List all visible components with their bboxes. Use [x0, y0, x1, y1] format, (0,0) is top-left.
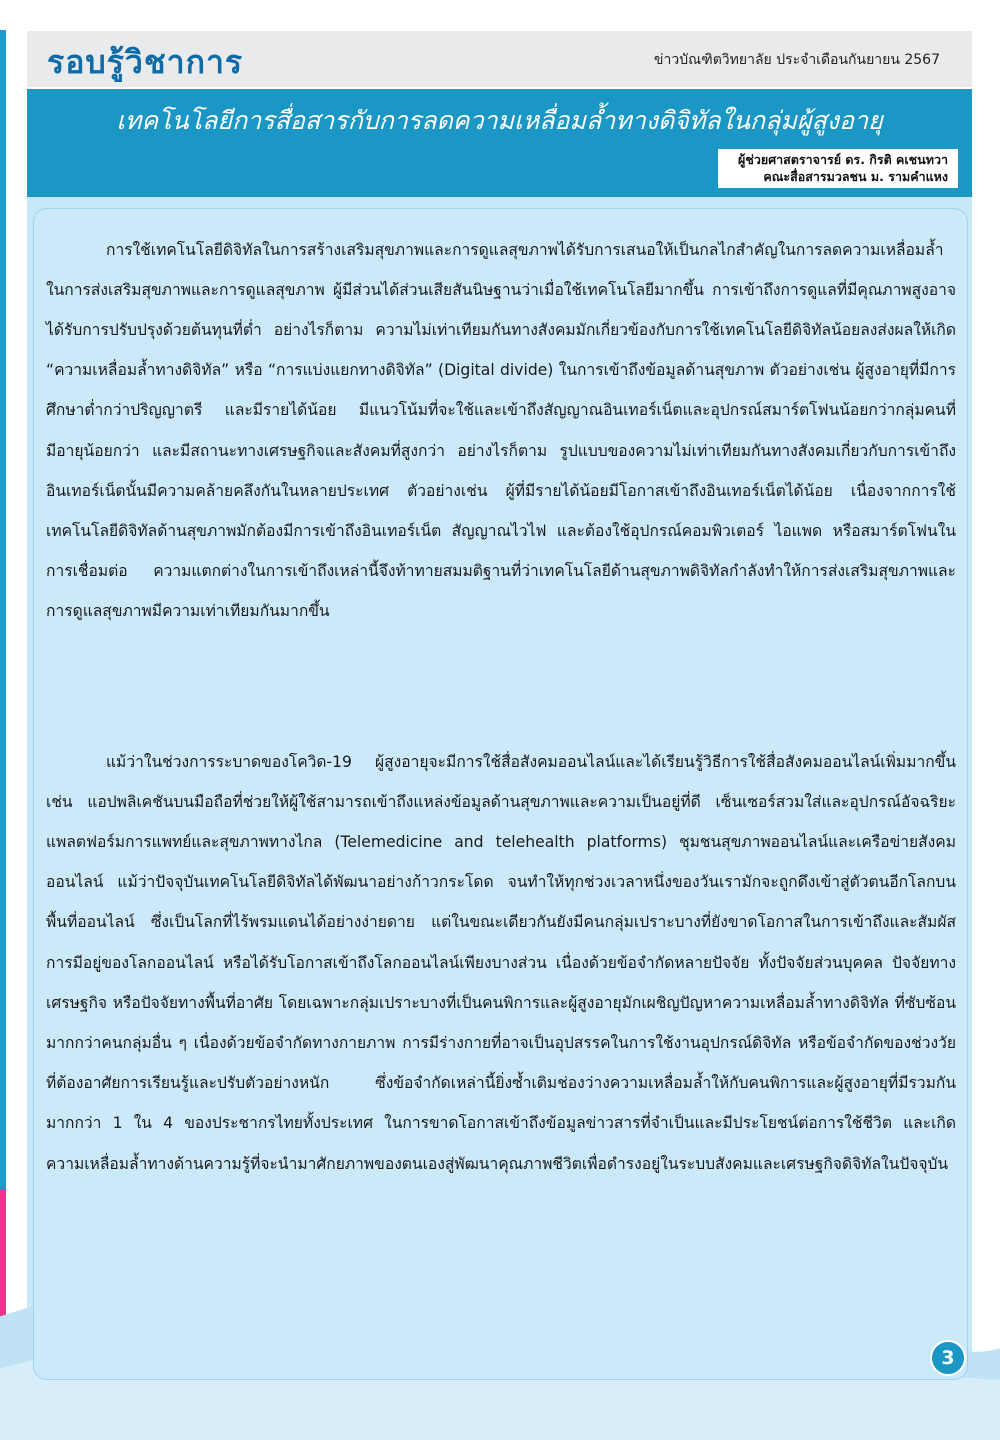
section-label: รอบรู้วิชาการ [47, 43, 244, 81]
page-header [27, 31, 972, 87]
title-banner [27, 89, 972, 197]
page-number-badge: 3 [930, 1340, 966, 1376]
article-paragraph-2: แม้ว่าในช่วงการระบาดของโควิด-19 ผู้สูงอายุจะมีการใช้สื่อสังคมออนไลน์และได้เรียนรู้วิธีการใช้สื่อสังคมออนไลน์เพิ่มมากขึ้น เช่น แอปพลิเคชันบนมือถือที่ช่วยให้ผู้ใช้สามารถเข้าถึงแหล่งข้อมูลด้านสุขภาพและความเป็นอยู่ที่ดี เซ็นเซอร์สวมใส่และอุปกรณ์อัจฉริยะ แพลตฟอร์มการแพทย์และสุขภาพทางไกล (Telemedicine and telehealth platforms) ชุมชนสุขภาพออนไลน์และเครือข่ายสังคมออนไลน์ แม้ว่าปัจจุบันเทคโนโลยีดิจิทัลได้พัฒนาอย่างก้าวกระโดด จนทำให้ทุกช่วงเวลาหนึ่งของวันเรามักจะถูกดึงเข้าสู่ตัวตนอีกโลกบนพื้นที่ออนไลน์ ซึ่งเป็นโลกที่ไร้พรมแดนได้อย่างง่ายดาย แต่ในขณะเดียวกันยังมีคนกลุ่มเปราะบางที่ยังขาดโอกาสในการเข้าถึงและสัมผัสการมีอยู่ของโลกออนไลน์ หรือได้รับโอกาสเข้าถึงโลกออนไลน์เพียงบางส่วน เนื่องด้วยข้อจำกัดหลายปัจจัย ทั้งปัจจัยส่วนบุคคล ปัจจัยทางเศรษฐกิจ หรือปัจจัยทางพื้นที่อาศัย โดยเฉพาะกลุ่มเปราะบางที่เป็นคนพิการและผู้สูงอายุมักเผชิญปัญหาความเหลื่อมล้ำทางดิจิทัล ที่ซับซ้อนมากกว่าคนกลุ่มอื่น ๆ เนื่องด้วยข้อจำกัดทางกายภาพ การมีร่างกายที่อาจเป็นอุปสรรคในการใช้งานอุปกรณ์ดิจิทัล หรือข้อจำกัดของช่วงวัยที่ต้องอาศัยการเรียนรู้และปรับตัวอย่างหนัก ซึ่งข้อจำกัดเหล่านี้ยิ่งซ้ำเติมช่องว่างความเหลื่อมล้ำให้กับคนพิการและผู้สูงอายุที่มีรวมกันมากกว่า 1 ใน 4 ของประชากรไทยทั้งประเทศ ในการขาดโอกาสเข้าถึงข้อมูลข่าวสารที่จำเป็นและมีประโยชน์ต่อการใช้ชีวิต และเกิดความเหลื่อมล้ำทางด้านความรู้ที่จะนำมาศักยภาพของตนเองสู่พัฒนาคุณภาพชีวิตเพื่อดำรงอยู่ในระบบสังคมและเศรษฐกิจดิจิทัลในปัจจุบัน [46, 752, 956, 1173]
author-name: ผู้ช่วยศาสตราจารย์ ดร. กิรติ คเชนทวา [738, 152, 948, 167]
author-affiliation: คณะสื่อสารมวลชน ม. รามคำแหง [763, 169, 948, 184]
article-paragraph-1: การใช้เทคโนโลยีดิจิทัลในการสร้างเสริมสุขภาพและการดูแลสุขภาพได้รับการเสนอให้เป็นกลไกสำคัญในการลดความเหลื่อมล้ำในการส่งเสริมสุขภาพและการดูแลสุขภาพ ผู้มีส่วนได้ส่วนเสียสันนิษฐานว่าเมื่อใช้เทคโนโลยีมากขึ้น การเข้าถึงการดูแลที่มีคุณภาพสูงอาจได้รับการปรับปรุงด้วยต้นทุนที่ต่ำ อย่างไรก็ตาม ความไม่เท่าเทียมกันทางสังคมมักเกี่ยวข้องกับการใช้เทคโนโลยีดิจิทัลน้อยลงส่งผลให้เกิด “ความเหลื่อมล้ำทางดิจิทัล” หรือ “การแบ่งแยกทางดิจิทัล” (Digital divide) ในการเข้าถึงข้อมูลด้านสุขภาพ ตัวอย่างเช่น ผู้สูงอายุที่มีการศึกษาต่ำกว่าปริญญาตรี และมีรายได้น้อย มีแนวโน้มที่จะใช้และเข้าถึงสัญญาณอินเทอร์เน็ตและอุปกรณ์สมาร์ตโฟนน้อยกว่ากลุ่มคนที่มีอายุน้อยกว่า และมีสถานะทางเศรษฐกิจและสังคมที่สูงกว่า อย่างไรก็ตาม รูปแบบของความไม่เท่าเทียมกันทางสังคมเกี่ยวกับการเข้าถึงอินเทอร์เน็ตนั้นมีความคล้ายคลึงกันในหลายประเทศ ตัวอย่างเช่น ผู้ที่มีรายได้น้อยมีโอกาสเข้าถึงอินเทอร์เน็ตได้น้อย เนื่องจากการใช้เทคโนโลยีดิจิทัลด้านสุขภาพมักต้องมีการเข้าถึงอินเทอร์เน็ต สัญญาณไวไฟ และต้องใช้อุปกรณ์คอมพิวเตอร์ ไอแพด หรือสมาร์ตโฟนในการเชื่อมต่อ ความแตกต่างในการเข้าถึงเหล่านี้จึงท้าทายสมมติฐานที่ว่าเทคโนโลยีด้านสุขภาพดิจิทัลกำลังทำให้การส่งเสริมสุขภาพและการดูแลสุขภาพมีความเท่าเทียมกันมากขึ้น [46, 240, 956, 621]
article-title: เทคโนโลยีการสื่อสารกับการลดความเหลื่อมล้ำทางดิจิทัลในกลุ่มผู้สูงอายุ [116, 106, 883, 135]
issue-line: ข่าวบัณฑิตวิทยาลัย ประจำเดือนกันยายน 2567 [653, 52, 940, 68]
author-box [718, 149, 958, 188]
